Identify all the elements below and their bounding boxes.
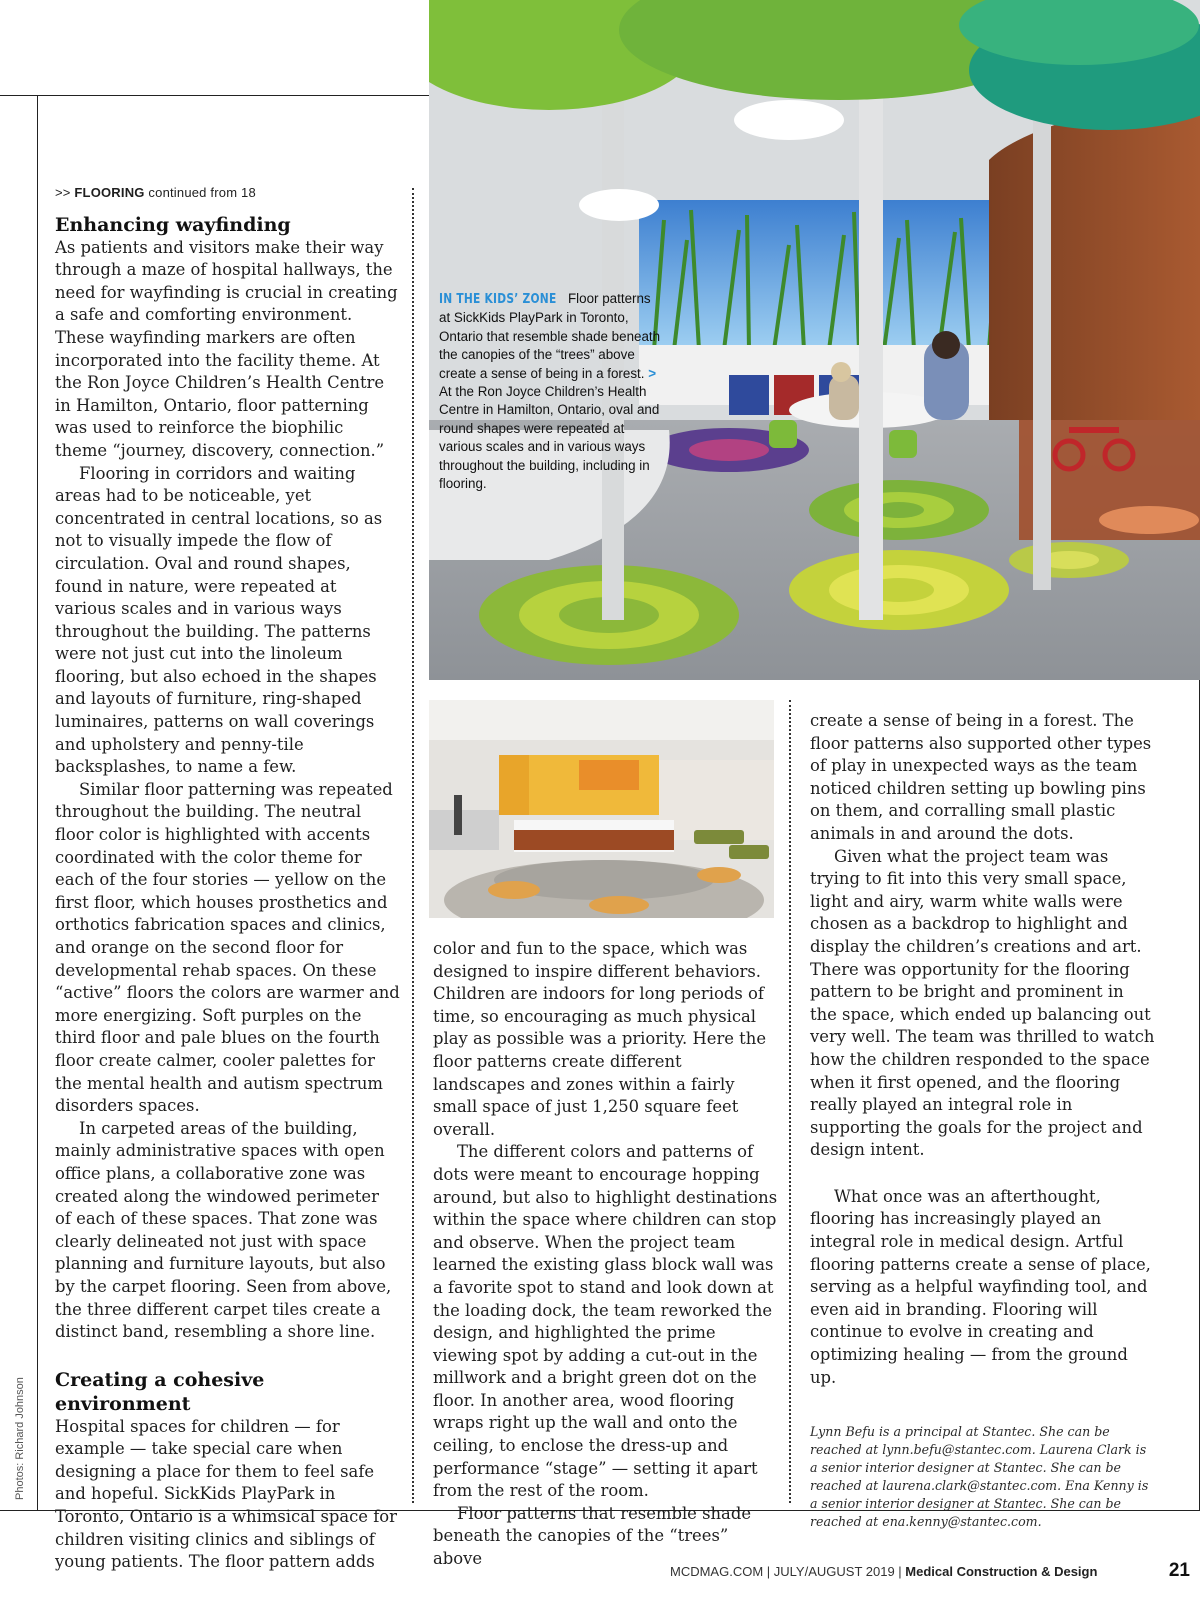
photo-caption <box>439 290 664 493</box>
continued-kicker <box>55 182 400 205</box>
paragraph: The different colors and patterns of dots were meant to encourage hopping around, but also to highlight destinations within the space where children can stop and observe. When the project team learned the existing glass block wall was a favorite spot to stand and look down at the loading dock, the team reworked the design, and highlighted the prime viewing spot by adding a cut-out in the millwork and a bright green dot on the floor. In another area, wood flooring wraps right up the wall and onto the ceiling, to enclose the dress-up and performance “stage” — setting it apart from the rest of the room. <box>433 1142 778 1501</box>
top-rule <box>0 95 430 96</box>
column-3 <box>810 710 1155 1531</box>
subheading-wayfinding: Enhancing wayfinding <box>55 213 291 236</box>
ron-joyce-photo-illustration <box>429 700 774 918</box>
photo-credit: Photos: Richard Johnson <box>14 1377 26 1500</box>
page-footer <box>670 1560 1190 1581</box>
left-rule <box>37 95 38 1510</box>
kicker-section: FLOORING <box>74 185 145 200</box>
caption-text-1: Floor patterns at SickKids PlayPark in Toronto, Ontario that resemble shade beneath the canopies of the “trees” above create a sense of being in a forest. <box>439 291 661 381</box>
kicker-rest: continued from 18 <box>144 185 256 200</box>
paragraph: create a sense of being in a forest. The floor patterns also supported other types of play in unexpected ways as the team noticed children setting up bowling pins on them, and corralling small plastic animals in and around the dots. <box>810 711 1152 843</box>
paragraph: Floor patterns that resemble shade beneath the canopies of the “trees” above <box>433 1503 752 1569</box>
footer-separator: | <box>894 1564 906 1579</box>
footer-site: MCDMAG.COM <box>670 1564 764 1579</box>
paragraph: Flooring in corridors and waiting areas had to be noticeable, yet concentrated in central locations, so as not to visually impede the flow of circulation. Oval and round shapes, found in nature, were repeated at various scales and in various ways throughout the building. The patterns were not just cut into the linoleum flooring, but also echoed in the shapes and layouts of furniture, ring-shaped luminaires, patterns on wall coverings and upholstery and penny-tile backsplashes, to name a few. <box>55 463 383 777</box>
paragraph: Given what the project team was trying to fit into this very small space, light and airy, warm white walls were chosen as a backdrop to highlight and display the children’s creations and art. There was opportunity for the flooring pattern to be bright and prominent in the space, which ended up balancing out very well. The team was thrilled to watch how the children responded to the space when it first opened, and the flooring really played an integral role in supporting the goals for the project and design intent. <box>810 846 1155 1160</box>
secondary-photo <box>429 700 774 918</box>
caption-arrow: > <box>648 365 657 381</box>
caption-heading: IN THE KIDS’ ZONE <box>439 292 557 307</box>
column-1 <box>55 182 400 1574</box>
footer-publication: Medical Construction & Design <box>905 1564 1098 1579</box>
page-number: 21 <box>1168 1560 1190 1581</box>
paragraph: As patients and visitors make their way through a maze of hospital hallways, the need for wayfinding is crucial in creating a safe and comforting environment. These wayfinding markers are often incorporated into the facility theme. At the Ron Joyce Children’s Health Centre in Hamilton, Ontario, floor patterning was used to reinforce the biophilic theme “journey, discovery, connection.” <box>55 237 398 460</box>
author-bio: Lynn Befu is a principal at Stantec. She can be reached at lynn.befu@stantec.com. Laurena Clark is a senior interior designer at Stantec. She can be reached at laurena.clark@stantec.com. Ena Kenny is a senior interior designer at Stantec. She can be reached at ena.kenny@stantec.com. <box>810 1424 1149 1530</box>
footer-separator: | <box>763 1564 774 1579</box>
footer-issue: JULY/AUGUST 2019 <box>773 1564 895 1579</box>
paragraph: color and fun to the space, which was designed to inspire different behaviors. Children are indoors for long periods of time, so encouraging as much physical play as possible was a priority. Here the floor patterns create different landscapes and zones within a fairly small space of just 1,250 square feet overall. <box>433 939 767 1139</box>
column-divider <box>412 188 414 1503</box>
paragraph: Hospital spaces for children — for example — take special care when designing a place for them to feel safe and hopeful. SickKids PlayPark in Toronto, Ontario is a whimsical space for children visiting clinics and siblings of young patients. The floor pattern adds <box>55 1416 397 1572</box>
paragraph: In carpeted areas of the building, mainly administrative spaces with open office plans, a collaborative zone was created along the windowed perimeter of each of these spaces. That zone was clearly delineated not just with space planning and furniture layouts, but also by the carpet flooring. Seen from above, the three different carpet tiles create a distinct band, resembling a shore line. <box>55 1118 392 1342</box>
caption-text-2: At the Ron Joyce Children’s Health Centre in Hamilton, Ontario, oval and round shapes were repeated at various scales and in various ways throughout the building, including in flooring. <box>439 384 660 492</box>
column-divider <box>789 700 791 1503</box>
subheading-cohesive: Creating a cohesive environment <box>55 1368 265 1415</box>
kicker-prefix: >> <box>55 185 75 200</box>
paragraph: What once was an afterthought, flooring has increasingly played an integral role in medical design. Artful flooring patterns create a sense of place, serving as a helpful wayfinding tool, and even aid in branding. Flooring will continue to evolve in creating and optimizing healing — from the ground up. <box>810 1186 1151 1387</box>
paragraph: Similar floor patterning was repeated throughout the building. The neutral floor color is highlighted with accents coordinated with the color theme for each of the four stories — yellow on the first floor, which houses prosthetics and orthotics fabrication spaces and clinics, and orange on the second floor for developmental rehab spaces. On these “active” floors the colors are warmer and more energizing. Soft purples on the third floor and pale blues on the fourth floor create calmer, cooler palettes for the mental health and autism spectrum disorders spaces. <box>55 779 400 1116</box>
column-2 <box>433 938 778 1571</box>
